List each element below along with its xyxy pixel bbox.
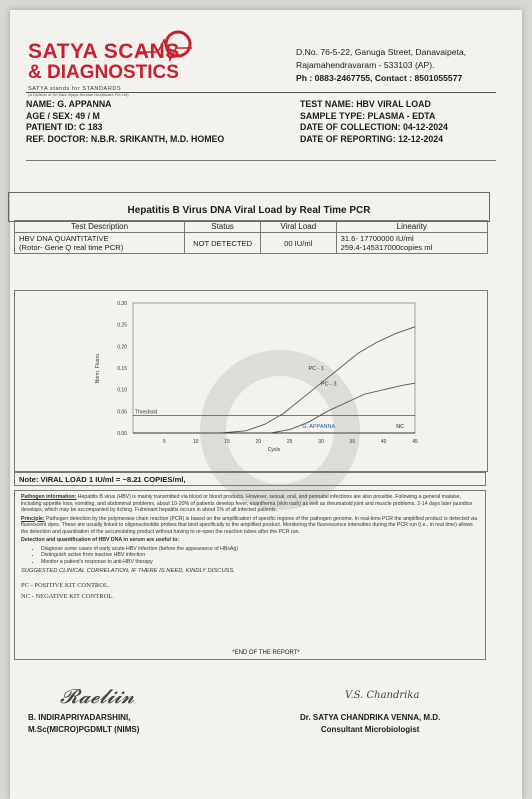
left-signatory-name: B. INDIRAPRIYADARSHINI, — [28, 713, 131, 722]
end-of-report: *END OF THE REPORT* — [232, 650, 300, 656]
linearity-copies: 259.4-145317000copies ml — [340, 243, 433, 252]
x-tick-label: 10 — [192, 439, 199, 445]
info-divider — [26, 160, 496, 161]
list-item: • Distinguish active from inactive HBV infection — [41, 552, 479, 559]
lab-phone: Ph : 0883-2467755, Contact : 8501055577 — [296, 73, 463, 83]
annotation-nc: NC — [396, 423, 405, 430]
patient-info — [26, 99, 224, 145]
y-tick-label: 0.10 — [117, 387, 127, 394]
pathogen-text: Hepatitis B virus (HBV) is mainly transmitted via blood or blood products. However, sexual, oral, and perinatal infections are also possible. Following a general malaise, including appetite loss, vomiting, and abdominal problems, about 10-20% of patients develop fever, exanthema (skin rash) as well as rheumatoid joint and muscle problems. 2-14 days later jaundice develops, which may be accompanied by itching. Fulminant hepatitis occurs in about 1% of all infected patients. — [21, 494, 473, 513]
list-item: • Diagnose some cases of early acute HBV infection (before the appearance of HBsAg) — [41, 546, 479, 553]
right-signatory — [300, 712, 440, 736]
x-tick-label: 5 — [162, 439, 166, 445]
patient-name: NAME: G. APPANNA — [26, 99, 112, 109]
brand-line2: & DIAGNOSTICS — [28, 62, 179, 83]
pathogen-title: Pathogen information: — [21, 494, 77, 500]
collection-date: DATE OF COLLECTION: 04-12-2024 — [300, 122, 448, 132]
nc-legend: NC - NEGATIVE KIT CONTROL. — [21, 592, 114, 600]
test-name: TEST NAME: HBV VIRAL LOAD — [300, 99, 431, 109]
pc-legend: PC - POSITIVE KIT CONTROL. — [21, 581, 110, 589]
results-table — [14, 220, 488, 254]
patient-id: PATIENT ID: C 183 — [26, 122, 103, 132]
brand-tagline: SATYA stands for STANDARDS — [28, 86, 122, 92]
y-tick-label: 0.00 — [117, 431, 127, 437]
reporting-date: DATE OF REPORTING: 12-12-2024 — [300, 133, 444, 144]
y-tick-label: 0.30 — [117, 301, 127, 307]
right-signatory-qual: Consultant Microbiologist — [320, 725, 420, 734]
x-tick-label: 20 — [255, 439, 262, 445]
col-status: Status — [185, 221, 261, 233]
ref-doctor: REF. DOCTOR: N.B.R. SRIKANTH, M.D. HOMEO — [26, 133, 225, 144]
x-tick-label: 25 — [286, 439, 293, 445]
y-tick-label: 0.05 — [117, 409, 127, 416]
patient-age-sex: AGE / SEX: 49 / M — [26, 110, 100, 121]
watermark-logo — [200, 350, 360, 510]
threshold-label: Threshold — [135, 409, 158, 416]
x-tick-label: 15 — [224, 439, 230, 445]
principle-text: Pathogen detection by the polymerase chain reaction (PCR) is based on the amplification of specific regions of the pathogen genome. In real-time PCR the amplified product is detected via fluorescent dyes. These are usually linked to oligonucleotide probes that bind specifically to the amplified product. Monitoring the fluorescence intensities during the PCR run (i.e., in real time) allows the detection and quantitation of the accumulating product without having to re-open the reaction tubes after the PCR run. — [21, 515, 478, 535]
principle-paragraph — [21, 516, 479, 536]
interpretation-box — [14, 490, 486, 660]
address-line2: Rajamahendravaram - 533103 (AP). — [296, 60, 435, 70]
x-tick-label: 30 — [318, 439, 324, 445]
x-axis-label: Cycle — [267, 447, 281, 453]
principle-title: Principle: — [21, 515, 45, 522]
annotation-pc1: PC - 1 — [308, 366, 325, 373]
address-line1: D.No. 76-5-22, Ganuga Street, Danavaipeta, — [296, 47, 467, 57]
annotation-pc3: PC - 3 — [321, 381, 337, 388]
report-title-box — [8, 192, 490, 222]
pathogen-paragraph — [21, 494, 479, 514]
test-description: HBV DNA QUANTITATIVE — [19, 234, 109, 243]
viral-load-value: 00 IU/ml — [260, 233, 336, 254]
left-signature-icon: 𝓡𝓪𝓮𝓵𝓲𝓲𝓷 — [60, 684, 135, 708]
detection-title: Detection and quantification of HBV DNA in serum are useful to: — [21, 537, 180, 543]
brand-line1: SATYA SCANS — [28, 40, 180, 63]
col-viral-load: Viral Load — [260, 221, 336, 233]
annotation-sample: G. APPANNA — [302, 423, 336, 430]
left-signatory-qual: M.Sc(MICRO)PGDMLT (NIMS) — [28, 725, 140, 734]
right-signature: V.S. Chandrika — [345, 690, 420, 701]
table-row — [15, 233, 488, 254]
viral-load-note: Note: VIRAL LOAD 1 IU/ml = ~8.21 COPIES/ml, — [14, 472, 486, 486]
sample-type: SAMPLE TYPE: PLASMA - EDTA — [300, 110, 436, 121]
test-info — [300, 99, 448, 145]
status-value: NOT DETECTED — [185, 233, 261, 254]
heartbeat-logo-icon — [138, 30, 192, 66]
y-tick-label: 0.15 — [117, 366, 127, 372]
x-tick-label: 35 — [349, 439, 356, 445]
linearity-iu: 31.6- 17700000 IU/ml — [340, 234, 414, 243]
left-signatory — [28, 712, 139, 736]
report-title: Hepatitis B Virus DNA Viral Load by Real Time PCR — [127, 205, 371, 216]
test-description-cell — [15, 233, 185, 254]
col-linearity: Linearity — [336, 221, 487, 233]
y-tick-label: 0.20 — [117, 344, 127, 351]
col-test-description: Test Description — [15, 221, 185, 233]
test-method: (Rotor- Gene Q real time PCR) — [19, 243, 124, 252]
y-axis-label: Norm. Fluoro. — [95, 352, 101, 384]
linearity-cell — [336, 233, 487, 254]
y-tick-label: 0.25 — [117, 322, 127, 329]
lab-address — [296, 46, 466, 85]
x-tick-label: 45 — [412, 439, 418, 445]
brand-subline: (A Division of Sri Kala Vijaya Sundari Healthcare Pvt Ltd) — [28, 92, 129, 97]
detection-list — [41, 546, 479, 566]
header-divider — [26, 92, 496, 93]
clinical-correlation: SUGGESTED CLINICAL CORRELATION, IF THERE IS NEED, KINDLY DISCUSS. — [21, 568, 235, 574]
x-tick-label: 40 — [380, 439, 387, 445]
list-item: • Monitor a patient's response to anti-HBV therapy — [41, 559, 479, 566]
right-signatory-name: Dr. SATYA CHANDRIKA VENNA, M.D. — [300, 713, 441, 722]
results-header-row — [15, 221, 488, 233]
